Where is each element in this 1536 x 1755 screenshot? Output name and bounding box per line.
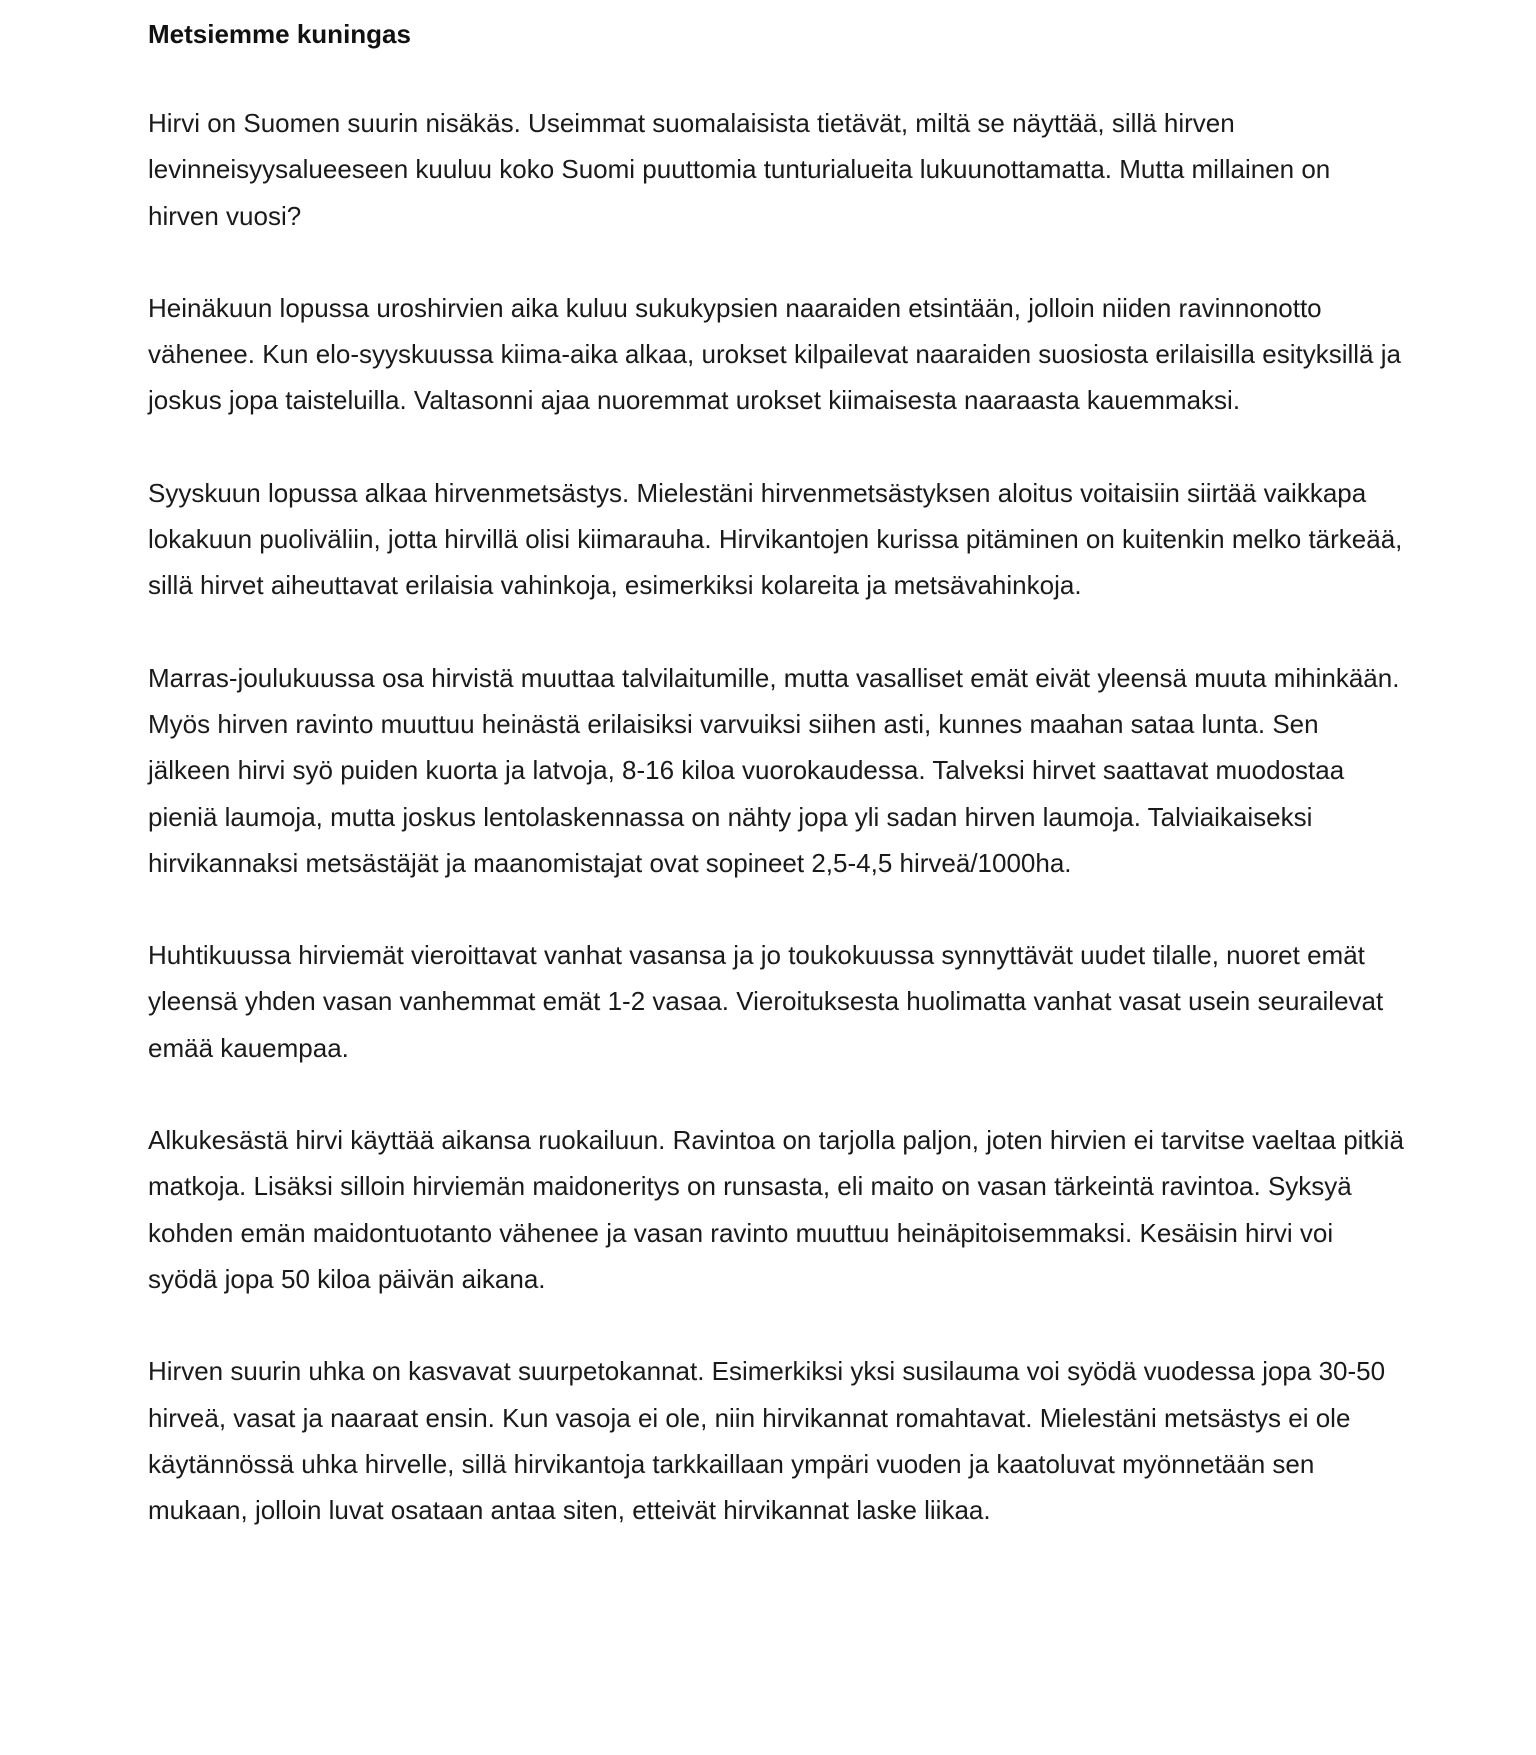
document-body <box>148 14 1408 1533</box>
paragraph-hunting-season: Syyskuun lopussa alkaa hirvenmetsästys. Mielestäni hirvenmetsästyksen aloitus voitaisiin siirtää vaikkapa lokakuun puoliväliin, jotta hirvillä olisi kiimarauha. Hirvikantojen kurissa pitäminen on kuitenkin melko tärkeää, sillä hirvet aiheuttavat erilaisia vahinkoja, esimerkiksi kolareita ja metsävahinkoja. <box>148 477 1403 601</box>
paragraph-threats: Hirven suurin uhka on kasvavat suurpetokannat. Esimerkiksi yksi susilauma voi syödä vuodessa jopa 30-50 hirveä, vasat ja naaraat ensin. Kun vasoja ei ole, niin hirvikannat romahtavat. Mielestäni metsästys ei ole käytännössä uhka hirvelle, sillä hirvikantoja tarkkaillaan ympäri vuoden ja kaatoluvat myönnetään sen mukaan, jolloin luvat osataan antaa siten, etteivät hirvikannat laske liikaa. <box>148 1356 1386 1526</box>
paragraph-spring-calving: Huhtikuussa hirviemät vieroittavat vanhat vasansa ja jo toukokuussa synnyttävät uudet tilalle, nuoret emät yleensä yhden vasan vanhemmat emät 1-2 vasaa. Vieroituksesta huolimatta vanhat vasat usein seurailevat emää kauempaa. <box>148 940 1384 1063</box>
document-title: Metsiemme kuningas <box>148 19 411 49</box>
paragraph-intro: Hirvi on Suomen suurin nisäkäs. Useimmat suomalaisista tietävät, miltä se näyttää, sillä hirven levinneisyysalueeseen kuuluu koko Suomi puuttomia tunturialueita lukuunottamatta. Mutta millainen on hirven vuosi? <box>148 108 1331 231</box>
paragraph-rut-season: Heinäkuun lopussa uroshirvien aika kuluu sukukypsien naaraiden etsintään, jolloin niiden ravinnonotto vähenee. Kun elo-syyskuussa kiima-aika alkaa, urokset kilpailevat naaraiden suosiosta erilaisilla esityksillä ja joskus jopa taisteluilla. Valtasonni ajaa nuoremmat urokset kiimaisesta naaraasta kauemmaksi. <box>148 292 1401 416</box>
paragraph-winter: Marras-joulukuussa osa hirvistä muuttaa talvilaitumille, mutta vasalliset emät eivät yleensä muuta mihinkään. Myös hirven ravinto muuttuu heinästä erilaisiksi varvuiksi siihen asti, kunnes maahan sataa lunta. Sen jälkeen hirvi syö puiden kuorta ja latvoja, 8-16 kiloa vuorokaudessa. Talveksi hirvet saattavat muodostaa pieniä laumoja, mutta joskus lentolaskennassa on nähty jopa yli sadan hirven laumoja. Talviaikaiseksi hirvikannaksi metsästäjät ja maanomistajat ovat sopineet 2,5-4,5 hirveä/1000ha. <box>148 662 1400 878</box>
paragraph-early-summer: Alkukesästä hirvi käyttää aikansa ruokailuun. Ravintoa on tarjolla paljon, joten hirvien ei tarvitse vaeltaa pitkiä matkoja. Lisäksi silloin hirviemän maidoneritys on runsasta, eli maito on vasan tärkeintä ravintoa. Syksyä kohden emän maidontuotanto vähenee ja vasan ravinto muuttuu heinäpitoisemmaksi. Kesäisin hirvi voi syödä jopa 50 kiloa päivän aikana. <box>148 1125 1404 1294</box>
